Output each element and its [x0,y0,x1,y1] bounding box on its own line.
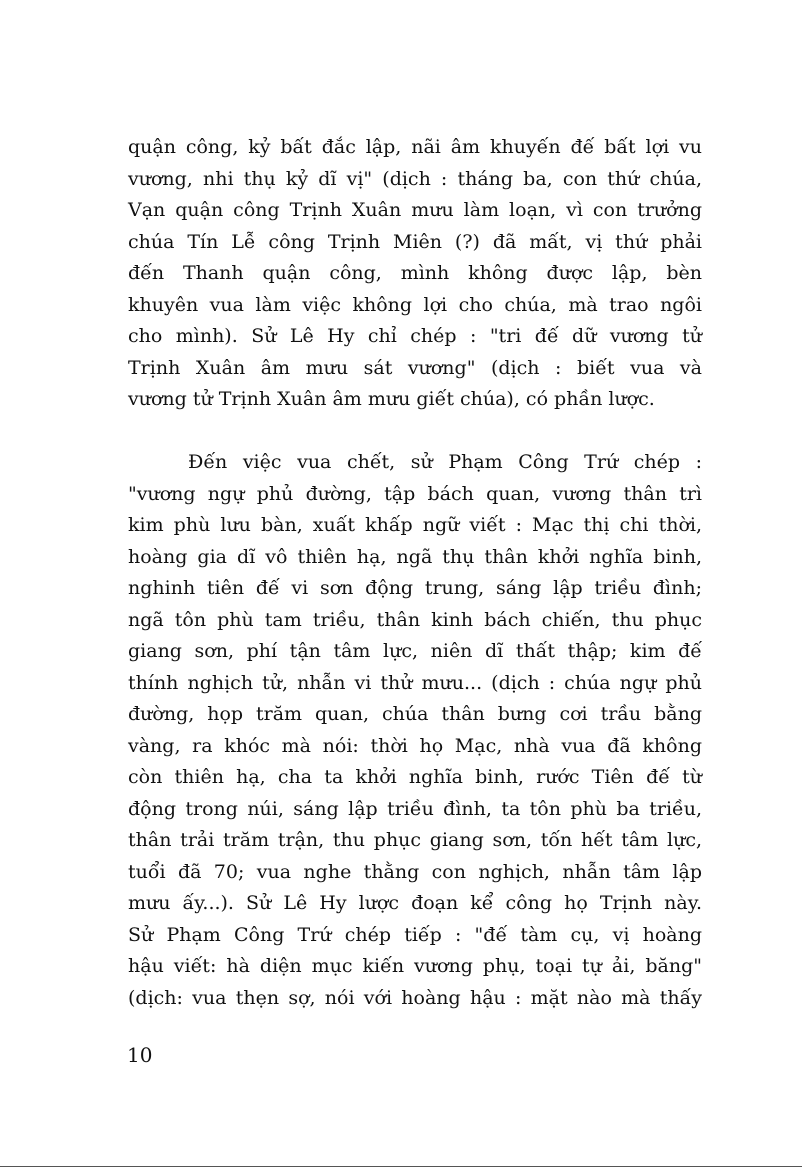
bottom-edge-divider [0,1166,802,1167]
text-line: thân trải trăm trận, thu phục giang sơn, tốn hết tâm lực, [128,829,702,851]
text-line: nghinh tiên đế vi sơn động trung, sáng lập triều đình; [128,577,702,599]
text-line: hoàng gia dĩ vô thiên hạ, ngã thụ thân khởi nghĩa binh, [128,545,702,568]
text-line: quận công, kỷ bất đắc lập, nãi âm khuyến đế bất lợi vu [128,136,702,158]
text-line: còn thiên hạ, cha ta khởi nghĩa binh, rước Tiên đế từ [128,766,702,788]
paragraph-2 [128,447,702,1014]
text-line: mưu ấy...). Sử Lê Hy lược đoạn kể công họ Trịnh này. [128,892,702,914]
text-line: đường, họp trăm quan, chúa thân bưng cơi trầu bằng [128,703,702,725]
text-line: Đến việc vua chết, sử Phạm Công Trứ chép : [188,451,702,473]
text-line: giang sơn, phí tận tâm lực, niên dĩ thất thập; kim đế [128,640,702,662]
text-line: tuổi đã 70; vua nghe thằng con nghịch, nhẫn tâm lập [128,860,702,883]
text-line: kim phù lưu bàn, xuất khấp ngữ viết : Mạc thị chi thời, [128,514,702,536]
text-line: khuyên vua làm việc không lợi cho chúa, mà trao ngôi [128,293,702,316]
text-line: chúa Tín Lễ công Trịnh Miên (?) đã mất, vị thứ phải [128,230,702,253]
paragraph-1 [128,132,702,416]
page-number: 10 [127,1043,153,1067]
text-line: ngã tôn phù tam triều, thân kinh bách chiến, thu phục [128,608,702,631]
text-line: cho mình). Sử Lê Hy chỉ chép : "tri đế dữ vương tử [128,325,702,347]
text-line: "vương ngự phủ đường, tập bách quan, vương thân trì [128,482,702,505]
text-line: vương tử Trịnh Xuân âm mưu giết chúa), có phần lược. [128,388,655,410]
text-line: Vạn quận công Trịnh Xuân mưu làm loạn, vì con trưởng [128,199,702,221]
text-line: Trịnh Xuân âm mưu sát vương" (dịch : biết vua và [128,356,702,379]
text-line: hậu viết: hà diện mục kiến vương phụ, toại tự ải, băng" [128,955,702,977]
text-line: (dịch: vua thẹn sợ, nói với hoàng hậu : mặt nào mà thấy [128,986,702,1009]
text-line: động trong núi, sáng lập triều đình, ta tôn phù ba triều, [128,797,702,820]
text-line: vương, nhi thụ kỷ dĩ vị" (dịch : tháng ba, con thứ chúa, [128,167,702,190]
text-line: đến Thanh quận công, mình không được lập, bèn [128,262,702,284]
text-line: thính nghịch tử, nhẫn vi thử mưu... (dịch : chúa ngự phủ [128,671,702,694]
text-line: vàng, ra khóc mà nói: thời họ Mạc, nhà vua đã không [128,734,702,757]
text-line: Sử Phạm Công Trứ chép tiếp : "đế tàm cụ, vị hoàng [128,923,702,946]
